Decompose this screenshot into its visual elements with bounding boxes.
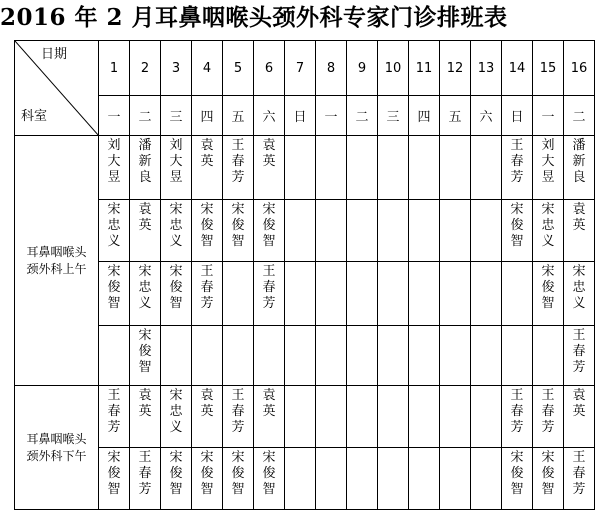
doctor-cell [502, 386, 533, 448]
doctor-cell [254, 136, 285, 200]
doctor-cell [564, 386, 595, 448]
doctor-cell [285, 262, 316, 326]
schedule-row [15, 262, 595, 326]
doctor-name [510, 271, 524, 273]
doctor-cell [347, 200, 378, 262]
doctor-cell [285, 448, 316, 510]
doctor-cell [192, 200, 223, 262]
doctor-cell [99, 262, 130, 326]
doctor-cell [161, 136, 192, 200]
doctor-name: 宋俊智 [200, 202, 214, 249]
weekday: 三 [161, 96, 192, 136]
doctor-name: 王春芳 [107, 388, 121, 435]
doctor-name: 宋俊智 [510, 450, 524, 497]
header-corner [15, 41, 99, 136]
day-number: 16 [564, 41, 595, 96]
doctor-cell [471, 200, 502, 262]
doctor-name: 宋忠义 [107, 202, 121, 249]
doctor-cell [316, 448, 347, 510]
doctor-name: 王春芳 [231, 388, 245, 435]
weekday: 五 [223, 96, 254, 136]
doctor-cell [471, 386, 502, 448]
doctor-cell [347, 386, 378, 448]
schedule-row [15, 326, 595, 386]
doctor-name [169, 335, 183, 337]
doctor-cell [223, 386, 254, 448]
doctor-cell [471, 448, 502, 510]
doctor-name: 宋俊智 [200, 450, 214, 497]
doctor-name: 宋俊智 [169, 264, 183, 311]
doctor-name: 袁英 [138, 388, 152, 419]
doctor-name [355, 395, 369, 397]
schedule-row [15, 136, 595, 200]
doctor-cell [285, 386, 316, 448]
doctor-cell [471, 326, 502, 386]
doctor-cell [347, 262, 378, 326]
doctor-name [293, 271, 307, 273]
doctor-name: 王春芳 [572, 450, 586, 497]
doctor-cell [440, 326, 471, 386]
doctor-name [479, 335, 493, 337]
doctor-cell [99, 448, 130, 510]
doctor-name: 刘大昱 [541, 138, 555, 185]
doctor-name [231, 271, 245, 273]
doctor-name: 袁英 [262, 388, 276, 419]
doctor-cell [223, 136, 254, 200]
weekday: 日 [285, 96, 316, 136]
doctor-cell [564, 262, 595, 326]
doctor-cell [192, 448, 223, 510]
doctor-name [479, 395, 493, 397]
date-label: 日期 [41, 47, 68, 62]
weekday: 日 [502, 96, 533, 136]
day-number: 11 [409, 41, 440, 96]
doctor-name: 袁英 [572, 388, 586, 419]
doctor-cell [440, 262, 471, 326]
doctor-name [417, 209, 431, 211]
doctor-name: 宋俊智 [510, 202, 524, 249]
doctor-cell [316, 326, 347, 386]
doctor-name [324, 395, 338, 397]
doctor-name [448, 457, 462, 459]
doctor-cell [254, 326, 285, 386]
doctor-name: 王春芳 [231, 138, 245, 185]
doctor-cell [192, 262, 223, 326]
weekday: 六 [471, 96, 502, 136]
doctor-name: 宋忠义 [541, 202, 555, 249]
doctor-cell [130, 386, 161, 448]
dept-label: 科室 [21, 109, 48, 124]
doctor-cell [130, 326, 161, 386]
doctor-cell [316, 200, 347, 262]
doctor-cell [378, 136, 409, 200]
doctor-name [448, 335, 462, 337]
doctor-cell [130, 448, 161, 510]
doctor-name: 王春芳 [262, 264, 276, 311]
schedule-row [15, 448, 595, 510]
doctor-cell [254, 200, 285, 262]
doctor-name: 袁英 [572, 202, 586, 233]
doctor-cell [254, 448, 285, 510]
doctor-name: 宋忠义 [169, 202, 183, 249]
doctor-cell [533, 262, 564, 326]
doctor-name [355, 145, 369, 147]
weekday: 一 [316, 96, 347, 136]
doctor-name [417, 335, 431, 337]
day-number: 8 [316, 41, 347, 96]
day-number: 4 [192, 41, 223, 96]
doctor-name: 宋俊智 [541, 450, 555, 497]
day-number: 7 [285, 41, 316, 96]
doctor-name [417, 395, 431, 397]
doctor-name [355, 209, 369, 211]
doctor-name: 潘新良 [138, 138, 152, 185]
doctor-cell [564, 448, 595, 510]
doctor-name [200, 335, 214, 337]
doctor-name [293, 457, 307, 459]
doctor-cell [409, 136, 440, 200]
department-cell [15, 386, 99, 510]
date-row [15, 41, 595, 96]
doctor-cell [161, 200, 192, 262]
doctor-name [386, 335, 400, 337]
doctor-name [479, 457, 493, 459]
weekday: 四 [409, 96, 440, 136]
weekday: 三 [378, 96, 409, 136]
doctor-name: 袁英 [262, 138, 276, 169]
doctor-cell [285, 136, 316, 200]
department-name: 耳鼻咽喉头颈外科上午 [26, 244, 87, 276]
day-number: 2 [130, 41, 161, 96]
doctor-name [510, 335, 524, 337]
doctor-name: 宋俊智 [541, 264, 555, 311]
doctor-cell [347, 448, 378, 510]
doctor-name: 王春芳 [510, 388, 524, 435]
day-number: 15 [533, 41, 564, 96]
doctor-name: 宋忠义 [138, 264, 152, 311]
weekday: 二 [564, 96, 595, 136]
doctor-name: 宋俊智 [231, 202, 245, 249]
doctor-name [324, 145, 338, 147]
doctor-cell [502, 200, 533, 262]
schedule-table [14, 40, 595, 510]
day-number: 3 [161, 41, 192, 96]
doctor-cell [192, 136, 223, 200]
doctor-name [293, 145, 307, 147]
doctor-name [417, 145, 431, 147]
doctor-cell [533, 326, 564, 386]
doctor-name [107, 335, 121, 337]
doctor-cell [564, 136, 595, 200]
doctor-name [324, 209, 338, 211]
doctor-cell [533, 448, 564, 510]
doctor-cell [378, 262, 409, 326]
day-number: 6 [254, 41, 285, 96]
doctor-cell [316, 262, 347, 326]
doctor-name [448, 209, 462, 211]
doctor-name: 宋俊智 [107, 450, 121, 497]
doctor-cell [409, 448, 440, 510]
day-number: 10 [378, 41, 409, 96]
doctor-cell [533, 136, 564, 200]
doctor-cell [440, 136, 471, 200]
doctor-name [355, 271, 369, 273]
doctor-name: 刘大昱 [107, 138, 121, 185]
weekday: 五 [440, 96, 471, 136]
doctor-cell [502, 326, 533, 386]
doctor-cell [502, 136, 533, 200]
doctor-cell [254, 262, 285, 326]
doctor-name [386, 209, 400, 211]
doctor-name: 宋俊智 [262, 202, 276, 249]
weekday: 六 [254, 96, 285, 136]
doctor-cell [161, 386, 192, 448]
doctor-name [324, 335, 338, 337]
doctor-name: 宋俊智 [169, 450, 183, 497]
doctor-cell [409, 386, 440, 448]
doctor-name [479, 209, 493, 211]
day-number: 1 [99, 41, 130, 96]
doctor-cell [223, 262, 254, 326]
doctor-cell [440, 448, 471, 510]
doctor-name [417, 271, 431, 273]
doctor-cell [285, 200, 316, 262]
doctor-name [448, 145, 462, 147]
doctor-cell [471, 136, 502, 200]
doctor-cell [316, 136, 347, 200]
doctor-name: 袁英 [138, 202, 152, 233]
doctor-name [386, 395, 400, 397]
doctor-cell [471, 262, 502, 326]
doctor-cell [192, 386, 223, 448]
doctor-cell [161, 326, 192, 386]
doctor-cell [161, 448, 192, 510]
doctor-name [231, 335, 245, 337]
doctor-name [324, 271, 338, 273]
doctor-cell [378, 326, 409, 386]
doctor-name: 王春芳 [510, 138, 524, 185]
day-number: 13 [471, 41, 502, 96]
doctor-name [293, 335, 307, 337]
doctor-name [386, 145, 400, 147]
doctor-name [386, 457, 400, 459]
doctor-cell [347, 326, 378, 386]
weekday: 一 [99, 96, 130, 136]
doctor-name: 王春芳 [138, 450, 152, 497]
doctor-name: 王春芳 [572, 328, 586, 375]
doctor-name [417, 457, 431, 459]
doctor-name [479, 145, 493, 147]
doctor-cell [440, 386, 471, 448]
doctor-cell [192, 326, 223, 386]
doctor-cell [347, 136, 378, 200]
doctor-cell [533, 200, 564, 262]
doctor-cell [564, 200, 595, 262]
doctor-cell [564, 326, 595, 386]
day-number: 5 [223, 41, 254, 96]
weekday: 二 [130, 96, 161, 136]
doctor-cell [223, 326, 254, 386]
doctor-name [386, 271, 400, 273]
doctor-cell [502, 262, 533, 326]
doctor-name [324, 457, 338, 459]
doctor-cell [254, 386, 285, 448]
doctor-cell [440, 200, 471, 262]
doctor-cell [378, 448, 409, 510]
day-number: 12 [440, 41, 471, 96]
doctor-name [293, 395, 307, 397]
schedule-row [15, 200, 595, 262]
doctor-name: 潘新良 [572, 138, 586, 185]
doctor-name: 宋忠义 [169, 388, 183, 435]
doctor-cell [316, 386, 347, 448]
doctor-name [479, 271, 493, 273]
doctor-name: 宋俊智 [262, 450, 276, 497]
doctor-cell [161, 262, 192, 326]
doctor-name [541, 335, 555, 337]
doctor-cell [99, 386, 130, 448]
doctor-cell [409, 326, 440, 386]
doctor-name: 宋忠义 [572, 264, 586, 311]
doctor-cell [99, 136, 130, 200]
doctor-name: 袁英 [200, 138, 214, 169]
weekday: 一 [533, 96, 564, 136]
doctor-cell [409, 262, 440, 326]
doctor-name: 王春芳 [541, 388, 555, 435]
department-cell [15, 136, 99, 386]
doctor-name [355, 335, 369, 337]
doctor-name [448, 395, 462, 397]
doctor-cell [378, 386, 409, 448]
day-number: 14 [502, 41, 533, 96]
doctor-cell [533, 386, 564, 448]
doctor-cell [130, 262, 161, 326]
day-number: 9 [347, 41, 378, 96]
doctor-name: 宋俊智 [231, 450, 245, 497]
page-title: 2016 年 2 月耳鼻咽喉头颈外科专家门诊排班表 [0, 4, 508, 31]
weekday: 二 [347, 96, 378, 136]
doctor-cell [130, 136, 161, 200]
weekday-row [15, 96, 595, 136]
doctor-name: 袁英 [200, 388, 214, 419]
schedule-row [15, 386, 595, 448]
doctor-cell [285, 326, 316, 386]
department-name: 耳鼻咽喉头颈外科下午 [26, 431, 87, 463]
doctor-cell [223, 448, 254, 510]
doctor-name: 宋俊智 [107, 264, 121, 311]
doctor-name [355, 457, 369, 459]
doctor-cell [378, 200, 409, 262]
doctor-name: 刘大昱 [169, 138, 183, 185]
doctor-name: 宋俊智 [138, 328, 152, 375]
doctor-cell [130, 200, 161, 262]
doctor-name [262, 335, 276, 337]
doctor-cell [502, 448, 533, 510]
doctor-name [293, 209, 307, 211]
doctor-name: 王春芳 [200, 264, 214, 311]
doctor-cell [223, 200, 254, 262]
weekday: 四 [192, 96, 223, 136]
doctor-cell [99, 326, 130, 386]
doctor-cell [99, 200, 130, 262]
doctor-cell [409, 200, 440, 262]
doctor-name [448, 271, 462, 273]
